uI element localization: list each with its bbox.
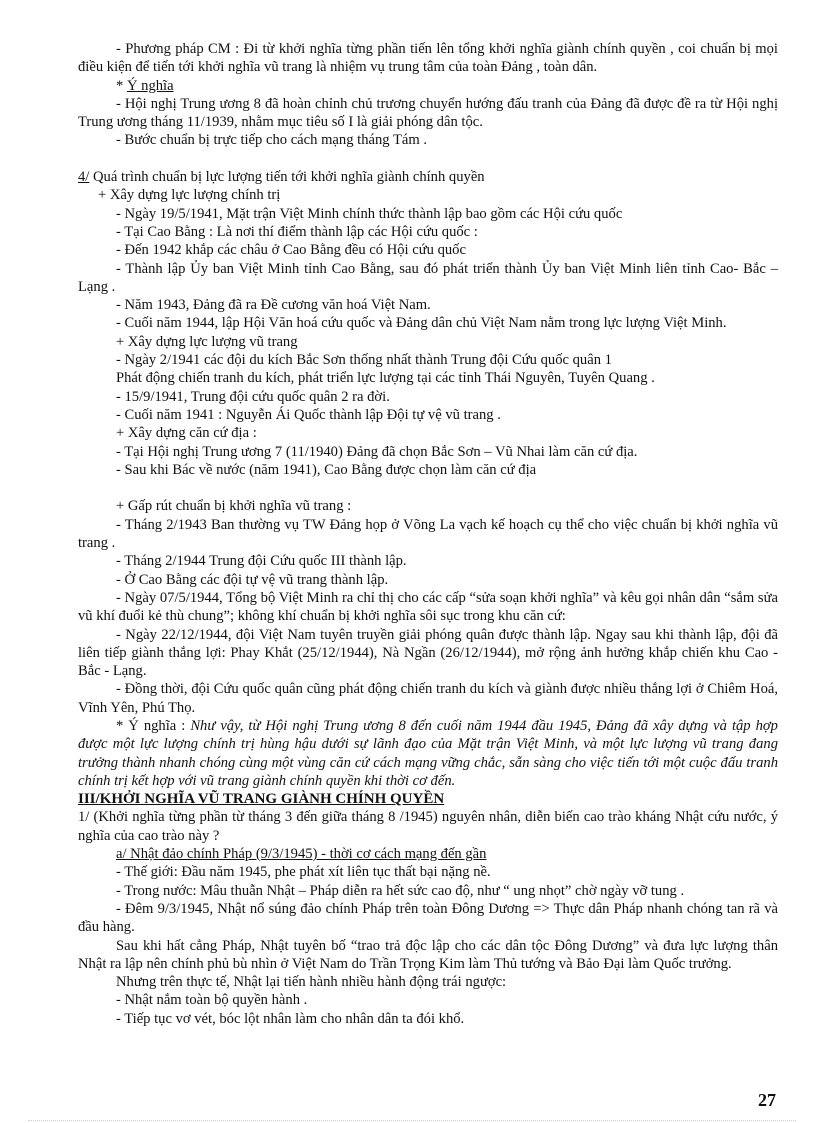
- paragraph: - Đêm 9/3/1945, Nhật nổ súng đảo chính Pháp trên toàn Đông Dương => Thực dân Pháp nhanh chóng tan rã và đầu hàng.: [78, 900, 778, 936]
- paragraph: - Ngày 07/5/1944, Tổng bộ Việt Minh ra chỉ thị cho các cấp “sửa soạn khởi nghĩa” và kêu gọi nhân dân “sắm sửa vũ khí đuổi kẻ thù chung”; không khí chuẩn bị khởi nghĩa sôi sục trong khu căn cứ:: [78, 589, 778, 625]
- paragraph: - Tại Hội nghị Trung ương 7 (11/1940) Đảng đã chọn Bắc Sơn – Vũ Nhai làm căn cứ địa.: [116, 443, 638, 460]
- subheading: + Xây dựng căn cứ địa :: [116, 425, 257, 442]
- paragraph: - Nhật nắm toàn bộ quyền hành .: [116, 992, 308, 1009]
- paragraph: - Ngày 22/12/1944, đội Việt Nam tuyên truyền giải phóng quân được thành lập. Ngay sau khi thành lập, đội đã liên tiếp giành thắng lợi: Phay Khắt (25/12/1944), Nà Ngần (26/12/1944), mở rộng ảnh hưởng khắp chiến khu Cao - Bắc - Lạng.: [78, 626, 778, 680]
- section-heading: III/KHỞI NGHĨA VŨ TRANG GIÀNH CHÍNH QUYỀN: [78, 791, 445, 808]
- paragraph: - Tháng 2/1943 Ban thường vụ TW Đảng họp ở Võng La vạch kế hoạch cụ thể cho việc chuẩn bị khởi nghĩa vũ trang .: [78, 516, 778, 552]
- paragraph: - Bước chuẩn bị trực tiếp cho cách mạng tháng Tám .: [116, 132, 427, 149]
- paragraph: - Cuối năm 1941 : Nguyễn Ái Quốc thành lập Đội tự vệ vũ trang .: [116, 406, 501, 423]
- paragraph: - Tiếp tục vơ vét, bóc lột nhân làm cho nhân dân ta đói khổ.: [116, 1010, 465, 1027]
- paragraph: - Phương pháp CM : Đi từ khởi nghĩa từng phần tiến lên tổng khởi nghĩa giành chính quyền , coi chuẩn bị mọi điều kiện để tiến tới khởi nghĩa vũ trang là nhiệm vụ trung tâm của toàn Đảng , toàn dân.: [78, 41, 778, 76]
- heading-4: 4/ Quá trình chuẩn bị lực lượng tiến tới khởi nghĩa giành chính quyền: [78, 169, 485, 186]
- paragraph: - Ngày 2/1941 các đội du kích Bắc Sơn thống nhất thành Trung đội Cứu quốc quân 1: [116, 352, 612, 369]
- spacer: [78, 479, 778, 497]
- page-content: [78, 40, 778, 1028]
- spacer: [78, 150, 778, 168]
- subheading: + Gấp rút chuẩn bị khởi nghĩa vũ trang :: [116, 498, 352, 515]
- significance-paragraph: * Ý nghĩa : Như vậy, từ Hội nghị Trung ương 8 đến cuối năm 1944 đầu 1945, Đảng đã xây dựng và tập hợp được một lực lượng chính trị hùng hậu dưới sự lãnh đạo của Mặt trận Việt Minh, và một lực lượng vũ trang đang trưởng thành nhanh chóng cùng một vùng căn cứ cách mạng vững chắc, sẵn sàng cho việc tiến tới một cuộc đấu tranh chính trị kết hợp với vũ trang giành chính quyền khi thời cơ đến.: [78, 717, 778, 789]
- subheading: + Xây dựng lực lượng chính trị: [98, 187, 281, 204]
- subheading: + Xây dựng lực lượng vũ trang: [116, 333, 298, 350]
- subheading-significance: * Ý nghĩa: [116, 77, 174, 94]
- paragraph: - Ở Cao Bằng các đội tự vệ vũ trang thành lập.: [116, 571, 389, 588]
- paragraph: - Ngày 19/5/1941, Mặt trận Việt Minh chính thức thành lập bao gồm các Hội cứu quốc: [116, 205, 623, 222]
- paragraph: - Cuối năm 1944, lập Hội Văn hoá cứu quốc và Đảng dân chủ Việt Nam nằm trong lực lượng Việt Minh.: [116, 315, 727, 332]
- subheading: a/ Nhật đảo chính Pháp (9/3/1945) - thời cơ cách mạng đến gần: [116, 846, 487, 863]
- paragraph: - Đồng thời, đội Cứu quốc quân cũng phát động chiến tranh du kích và giành được nhiều thắng lợi ở Chiêm Hoá, Vĩnh Yên, Phú Thọ.: [78, 681, 778, 716]
- paragraph: - Thành lập Ủy ban Việt Minh tỉnh Cao Bằng, sau đó phát triển thành Ủy ban Việt Minh liên tỉnh Cao- Bắc – Lạng .: [78, 260, 778, 295]
- paragraph: Nhưng trên thực tế, Nhật lại tiến hành nhiều hành động trái ngược:: [116, 974, 507, 991]
- paragraph: Phát động chiến tranh du kích, phát triển lực lượng tại các tỉnh Thái Nguyên, Tuyên Quang .: [116, 370, 655, 387]
- paragraph: - 15/9/1941, Trung đội cứu quốc quân 2 ra đời.: [116, 388, 390, 405]
- paragraph: - Tại Cao Bằng : Là nơi thí điểm thành lập các Hội cứu quốc :: [116, 223, 478, 240]
- question: 1/ (Khởi nghĩa từng phần từ tháng 3 đến giữa tháng 8 /1945) nguyên nhân, diễn biến cao trào kháng Nhật cứu nước, ý nghĩa của cao trào này ?: [78, 809, 778, 844]
- paragraph: - Sau khi Bác về nước (năm 1941), Cao Bằng được chọn làm căn cứ địa: [116, 461, 537, 478]
- page-number: 27: [758, 1090, 776, 1110]
- paragraph: - Hội nghị Trung ương 8 đã hoàn chỉnh chủ trương chuyển hướng đấu tranh của Đảng đã được đề ra từ Hội nghị Trung ương tháng 11/1939, nhằm mục tiêu số I là giải phóng dân tộc.: [78, 95, 778, 131]
- paragraph: - Tháng 2/1944 Trung đội Cứu quốc III thành lập.: [116, 553, 407, 570]
- paragraph: - Trong nước: Mâu thuẫn Nhật – Pháp diễn ra hết sức cao độ, như “ ung nhọt” chờ ngày vỡ tung .: [116, 882, 685, 899]
- paragraph: - Thế giới: Đầu năm 1945, phe phát xít liên tục thất bại nặng nề.: [116, 864, 491, 881]
- paragraph: - Đến 1942 khắp các châu ở Cao Bằng đều có Hội cứu quốc: [116, 242, 466, 259]
- paragraph: - Năm 1943, Đảng đã ra Đề cương văn hoá Việt Nam.: [116, 297, 431, 314]
- paragraph: Sau khi hất cẳng Pháp, Nhật tuyên bố “trao trả độc lập cho các dân tộc Đông Dương” và đưa lực lượng thân Nhật ra lập nên chính phủ bù nhìn ở Việt Nam do Trần Trọng Kim làm Thủ tướng và Bảo Đại làm Quốc trưởng.: [78, 937, 778, 972]
- bottom-divider: [28, 1120, 796, 1121]
